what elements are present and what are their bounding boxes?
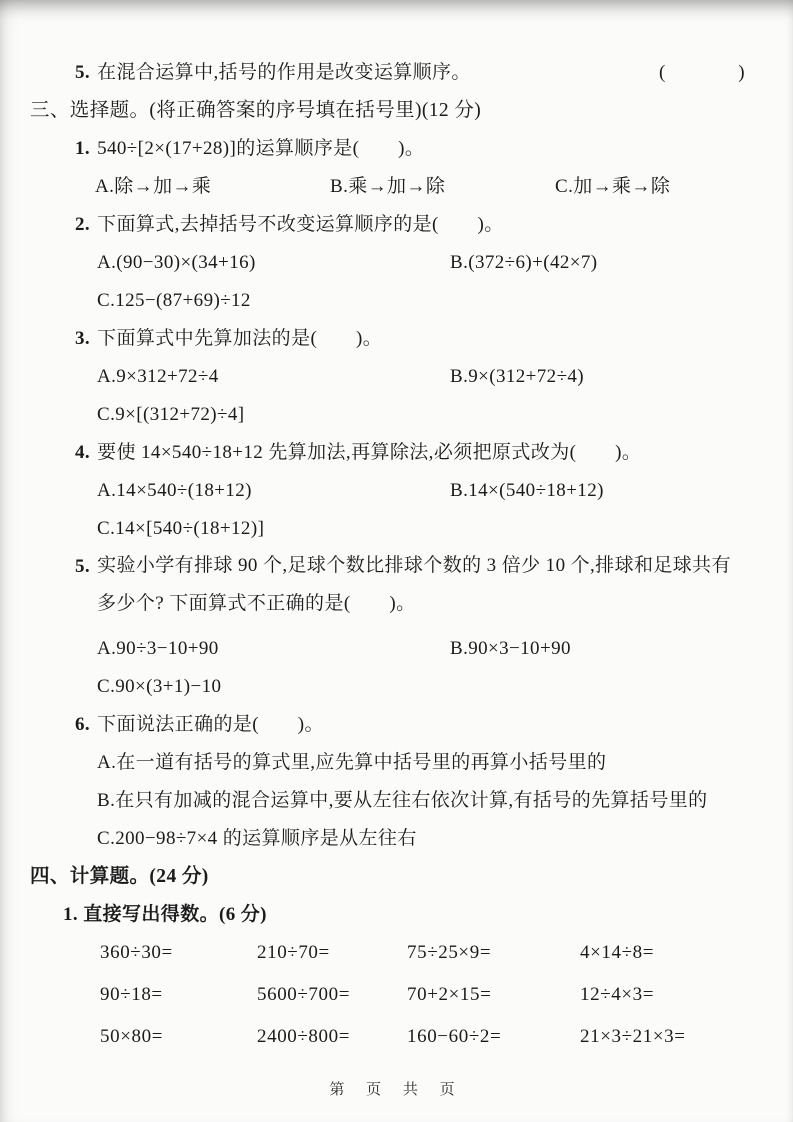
mc-question-2 (75, 212, 748, 313)
question-number: 6. (75, 714, 91, 735)
option-a: A.(90−30)×(34+16) (97, 252, 256, 273)
question-text: 实验小学有排球 90 个,足球个数比排球个数的 3 倍少 10 个,排球和足球共有多少个? 下面算式不正确的是( )。 (97, 555, 731, 614)
calc-row-1 (100, 940, 748, 965)
option-b: B.90×3−10+90 (450, 638, 571, 659)
options-row (95, 174, 748, 199)
option-c: C.200−98÷7×4 的运算顺序是从左往右 (97, 828, 417, 849)
question-text: 下面算式,去掉括号不改变运算顺序的是( )。 (97, 214, 504, 235)
question-stem (75, 440, 748, 465)
option-c: C.125−(87+69)÷12 (97, 290, 251, 311)
calc-item: 75÷25×9= (407, 942, 492, 963)
option-a: A.除→加→乘 (95, 176, 212, 197)
question-number: 2. (75, 214, 91, 235)
calc-item: 4×14÷8= (580, 942, 655, 963)
calc-item: 5600÷700= (257, 984, 351, 1005)
calc-item: 50×80= (100, 1026, 164, 1047)
option-b: B.乘→加→除 (330, 176, 446, 197)
option-a: A.在一道有括号的算式里,应先算中括号里的再算小括号里的 (97, 752, 607, 773)
answer-bracket (659, 60, 745, 85)
calc-item: 360÷30= (100, 942, 173, 963)
tf-question-5 (75, 60, 748, 85)
mc-question-4 (75, 440, 748, 541)
question-stem (75, 554, 748, 623)
options-row (97, 674, 748, 699)
question-number: 4. (75, 442, 91, 463)
question-text: 540÷[2×(17+28)]的运算顺序是( )。 (97, 138, 425, 159)
section-4-title: 四、计算题。(24 分) (30, 866, 209, 887)
question-number: 5. (75, 556, 91, 577)
question-number: 3. (75, 328, 91, 349)
options-row (97, 826, 748, 851)
options-row (97, 402, 748, 427)
option-a: A.90÷3−10+90 (97, 638, 219, 659)
mc-question-5 (75, 554, 748, 699)
option-a: A.9×312+72÷4 (97, 366, 219, 387)
option-b: B.(372÷6)+(42×7) (450, 252, 598, 273)
option-c: C.加→乘→除 (555, 176, 671, 197)
tf-question-text (75, 60, 471, 85)
calc-item: 160−60÷2= (407, 1026, 502, 1047)
option-c: C.14×[540÷(18+12)] (97, 518, 265, 539)
calc-item: 70+2×15= (407, 984, 492, 1005)
calc-row-3 (100, 1024, 748, 1049)
options-row (97, 364, 748, 389)
option-a: A.14×540÷(18+12) (97, 480, 252, 501)
question-number: 1. (75, 138, 91, 159)
question-stem (75, 326, 748, 351)
page-footer: 第 页 共 页 (329, 1082, 464, 1098)
options-row (97, 788, 748, 813)
options-row (97, 750, 748, 775)
bracket-close: ) (738, 62, 745, 83)
options-row (97, 636, 748, 661)
options-row (97, 250, 748, 275)
question-text: 在混合运算中,括号的作用是改变运算顺序。 (97, 62, 471, 83)
calc-item: 210÷70= (257, 942, 330, 963)
question-text: 要使 14×540÷18+12 先算加法,再算除法,必须把原式改为( )。 (97, 442, 642, 463)
option-c: C.90×(3+1)−10 (97, 676, 222, 697)
calc-item: 12÷4×3= (580, 984, 655, 1005)
question-stem (75, 136, 748, 161)
section-4-sub1-title: 1. 直接写出得数。(6 分) (63, 904, 267, 925)
option-c: C.9×[(312+72)÷4] (97, 404, 245, 425)
calc-item: 21×3÷21×3= (580, 1026, 686, 1047)
bracket-open: ( (659, 62, 666, 83)
option-b: B.9×(312+72÷4) (450, 366, 585, 387)
mc-question-1 (75, 136, 748, 199)
question-stem (75, 212, 748, 237)
options-row (97, 478, 748, 503)
calc-row-2 (100, 982, 748, 1007)
question-text: 下面说法正确的是( )。 (97, 714, 324, 735)
option-b: B.在只有加减的混合运算中,要从左往右依次计算,有括号的先算括号里的 (97, 790, 708, 811)
section-3-title: 三、选择题。(将正确答案的序号填在括号里)(12 分) (30, 100, 482, 121)
question-stem (75, 712, 748, 737)
mc-question-6 (75, 712, 748, 851)
calc-item: 2400÷800= (257, 1026, 351, 1047)
question-text: 下面算式中先算加法的是( )。 (97, 328, 383, 349)
option-b: B.14×(540÷18+12) (450, 480, 604, 501)
calc-item: 90÷18= (100, 984, 163, 1005)
options-row (97, 288, 748, 313)
options-row (97, 516, 748, 541)
question-number: 5. (75, 62, 91, 83)
mc-question-3 (75, 326, 748, 427)
